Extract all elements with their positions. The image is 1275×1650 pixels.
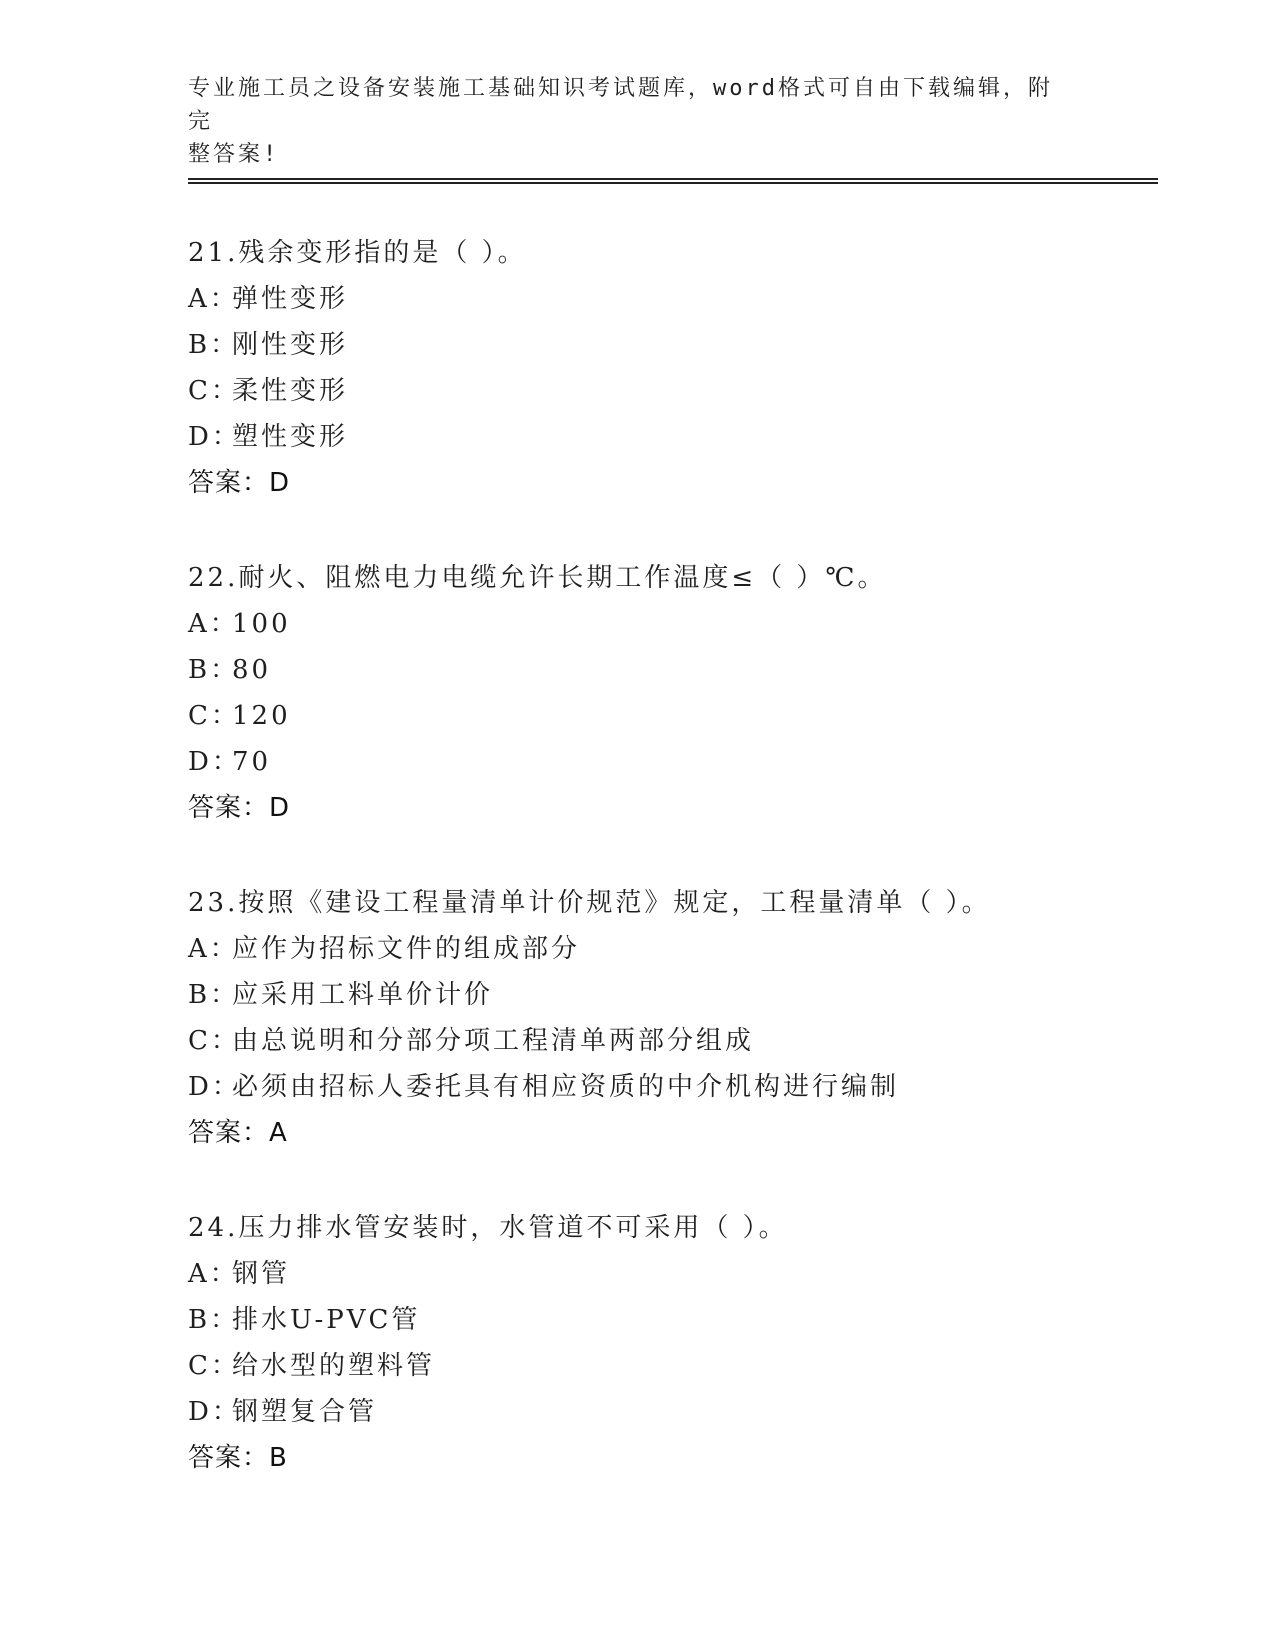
option-key: D： bbox=[188, 1072, 241, 1102]
question-stem bbox=[188, 230, 1168, 276]
option-text: 塑性变形 bbox=[232, 422, 349, 452]
option-key: B： bbox=[188, 655, 240, 685]
answer-line bbox=[188, 785, 1168, 831]
option-text: 80 bbox=[232, 655, 272, 685]
option-key: D： bbox=[188, 1397, 241, 1427]
option-text: 应采用工料单价计价 bbox=[232, 980, 494, 1010]
option-a bbox=[188, 276, 1168, 322]
option-b bbox=[188, 647, 1168, 693]
question-stem bbox=[188, 880, 1168, 926]
option-text: 120 bbox=[232, 701, 291, 731]
option-c bbox=[188, 368, 1168, 414]
answer-value: D bbox=[269, 468, 290, 498]
answer-line bbox=[188, 1435, 1168, 1481]
question-number: 21. bbox=[188, 238, 239, 268]
question-22 bbox=[188, 555, 1168, 831]
option-key: A： bbox=[188, 1259, 239, 1289]
option-d bbox=[188, 739, 1168, 785]
option-key: B： bbox=[188, 1305, 240, 1335]
option-key: A： bbox=[188, 284, 239, 314]
option-text: 排水U-PVC管 bbox=[232, 1305, 421, 1335]
option-a bbox=[188, 601, 1168, 647]
question-number: 22. bbox=[188, 563, 239, 593]
option-b bbox=[188, 1297, 1168, 1343]
question-number: 24. bbox=[188, 1213, 239, 1243]
option-text: 给水型的塑料管 bbox=[232, 1351, 436, 1381]
option-b bbox=[188, 322, 1168, 368]
header-intro-line-2: 整答案! bbox=[188, 142, 280, 167]
question-24 bbox=[188, 1205, 1168, 1481]
answer-label: 答案： bbox=[188, 1443, 270, 1473]
header-divider-top bbox=[188, 178, 1158, 180]
header-intro-line-1: 专业施工员之设备安装施工基础知识考试题库，word格式可自由下载编辑，附完 bbox=[188, 76, 1053, 134]
header-divider-bottom bbox=[188, 182, 1158, 184]
option-text: 钢管 bbox=[232, 1259, 291, 1289]
question-23 bbox=[188, 880, 1168, 1156]
question-21 bbox=[188, 230, 1168, 506]
question-text: 耐火、阻燃电力电缆允许长期工作温度≤（ ）℃。 bbox=[238, 563, 887, 593]
document-header bbox=[188, 72, 1068, 171]
option-key: B： bbox=[188, 330, 240, 360]
option-d bbox=[188, 414, 1168, 460]
option-key: B： bbox=[188, 980, 240, 1010]
option-text: 70 bbox=[232, 747, 272, 777]
option-text: 必须由招标人委托具有相应资质的中介机构进行编制 bbox=[232, 1072, 900, 1102]
option-text: 应作为招标文件的组成部分 bbox=[232, 934, 581, 964]
option-text: 柔性变形 bbox=[232, 376, 349, 406]
question-stem bbox=[188, 555, 1168, 601]
option-key: D： bbox=[188, 747, 241, 777]
answer-label: 答案： bbox=[188, 1118, 270, 1148]
question-number: 23. bbox=[188, 888, 239, 918]
answer-value: D bbox=[269, 793, 290, 823]
answer-value: A bbox=[269, 1118, 287, 1148]
question-stem bbox=[188, 1205, 1168, 1251]
answer-label: 答案： bbox=[188, 793, 270, 823]
answer-label: 答案： bbox=[188, 468, 270, 498]
question-text: 残余变形指的是（ ）。 bbox=[238, 238, 527, 268]
answer-line bbox=[188, 1110, 1168, 1156]
option-c bbox=[188, 1018, 1168, 1064]
option-d bbox=[188, 1064, 1168, 1110]
option-key: C： bbox=[188, 376, 240, 406]
option-key: D： bbox=[188, 422, 241, 452]
question-list bbox=[188, 230, 1168, 1530]
option-text: 100 bbox=[232, 609, 291, 639]
option-a bbox=[188, 926, 1168, 972]
option-key: C： bbox=[188, 1351, 240, 1381]
option-b bbox=[188, 972, 1168, 1018]
answer-line bbox=[188, 460, 1168, 506]
option-d bbox=[188, 1389, 1168, 1435]
option-text: 由总说明和分部分项工程清单两部分组成 bbox=[232, 1026, 755, 1056]
option-key: A： bbox=[188, 934, 239, 964]
option-text: 刚性变形 bbox=[232, 330, 349, 360]
question-text: 按照《建设工程量清单计价规范》规定，工程量清单（ ）。 bbox=[238, 888, 991, 918]
option-c bbox=[188, 1343, 1168, 1389]
option-text: 弹性变形 bbox=[232, 284, 349, 314]
answer-value: B bbox=[269, 1443, 287, 1473]
option-key: C： bbox=[188, 1026, 240, 1056]
option-key: A： bbox=[188, 609, 239, 639]
option-text: 钢塑复合管 bbox=[232, 1397, 378, 1427]
option-key: C： bbox=[188, 701, 240, 731]
question-text: 压力排水管安装时，水管道不可采用（ ）。 bbox=[238, 1213, 788, 1243]
option-a bbox=[188, 1251, 1168, 1297]
option-c bbox=[188, 693, 1168, 739]
